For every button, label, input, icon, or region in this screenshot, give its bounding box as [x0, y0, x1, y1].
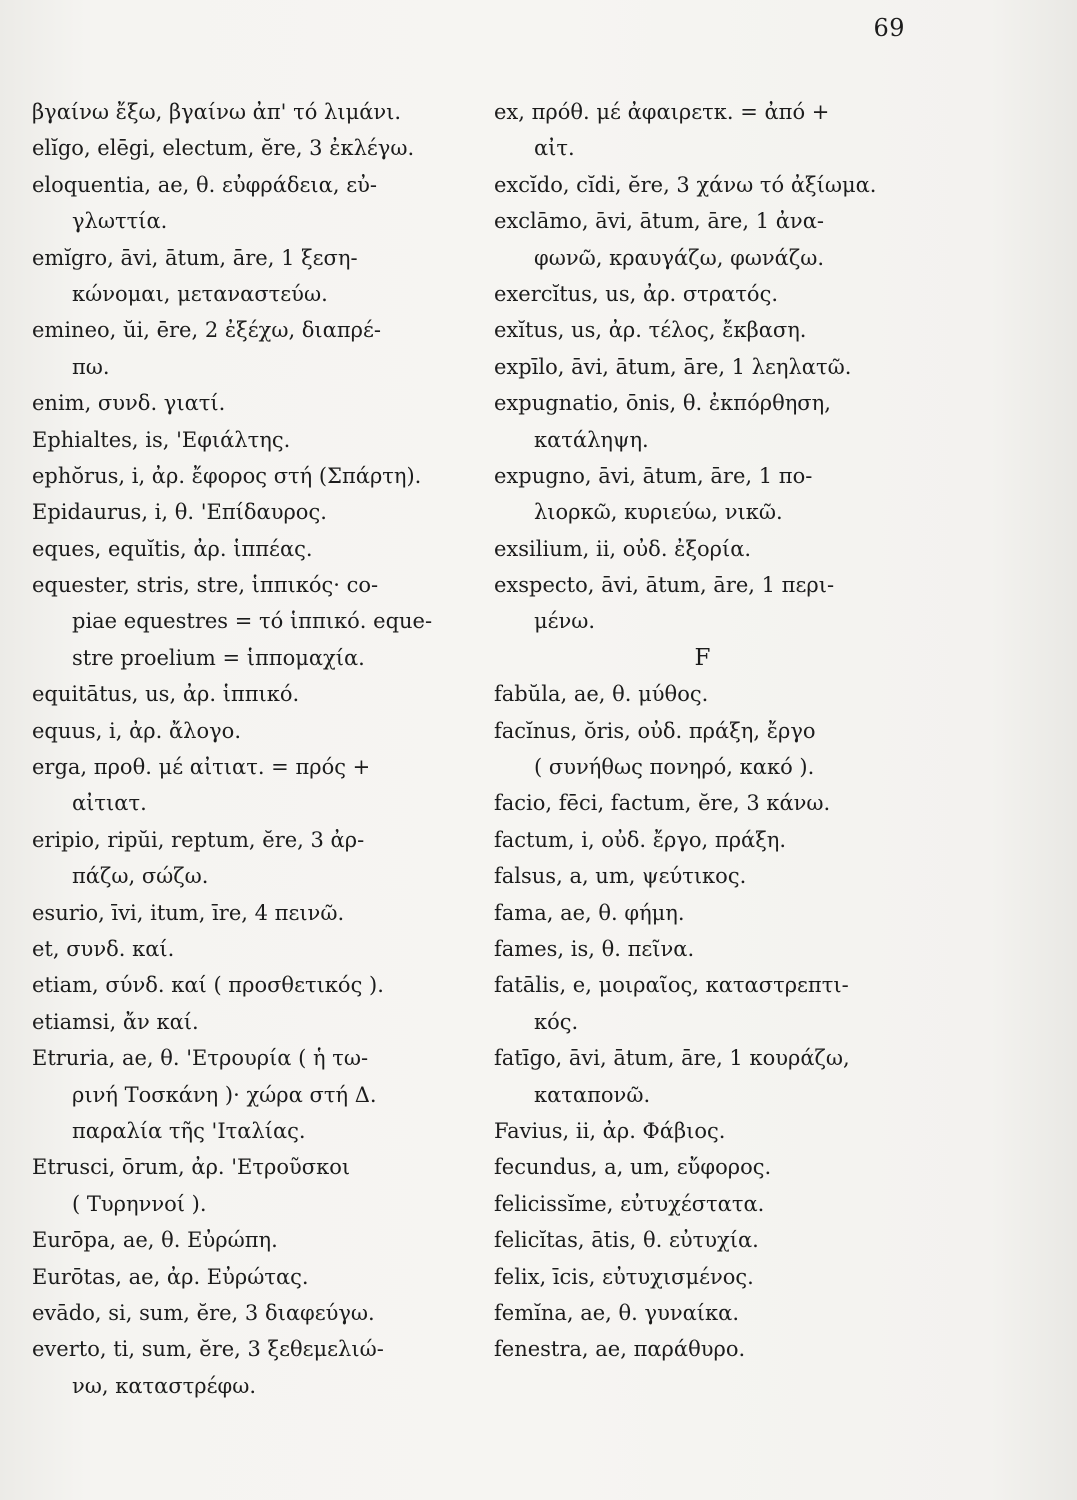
dictionary-entry-line: felix, īcis, εὐτυχισμένος.: [494, 1264, 754, 1289]
dictionary-entry-line: παραλία τῆς 'Ιταλίας.: [72, 1118, 306, 1143]
dictionary-entry-line: exspecto, āvi, ātum, āre, 1 περι-: [494, 573, 835, 598]
dictionary-entry-line: ( Τυρηννοί ).: [72, 1191, 207, 1216]
dictionary-entry-line: fames, is, θ. πεῖνα.: [494, 936, 695, 961]
dictionary-entry-line: felicĭtas, ātis, θ. εὐτυχία.: [494, 1228, 759, 1253]
dictionary-entry-line: exĭtus, us, ἀρ. τέλος, ἔκβαση.: [494, 318, 807, 343]
dictionary-entry-line: fecundus, a, um, εὔφορος.: [494, 1155, 772, 1180]
dictionary-entry-line: emĭgro, āvi, ātum, āre, 1 ξεση-: [32, 245, 358, 270]
dictionary-entry-line: everto, ti, sum, ĕre, 3 ξεθεμελιώ-: [32, 1337, 384, 1362]
dictionary-entry-line: equester, stris, stre, ἱππικός· co-: [32, 573, 379, 598]
dictionary-entry-line: Favius, ii, ἀρ. Φάβιος.: [494, 1118, 726, 1143]
dictionary-entry-line: κώνομαι, μεταναστεύω.: [72, 281, 328, 306]
dictionary-entry-line: et, συνδ. καί.: [32, 936, 175, 961]
dictionary-entry-line: fenestra, ae, παράθυρο.: [494, 1337, 746, 1362]
dictionary-entry-line: eloquentia, ae, θ. εὐφράδεια, εὐ-: [32, 172, 377, 197]
dictionary-entry-line: expugno, āvi, ātum, āre, 1 πο-: [494, 463, 813, 488]
dictionary-entry-line: βγαίνω ἔξω, βγαίνω ἀπ' τό λιμάνι.: [32, 100, 402, 124]
dictionary-entry-line: emineo, ŭi, ēre, 2 ἐξέχω, διαπρέ-: [32, 318, 381, 343]
dictionary-entry-line: exsilium, ii, οὐδ. ἐξορία.: [494, 536, 752, 561]
dictionary-entry-line: μένω.: [534, 609, 596, 634]
dictionary-entry-line: fatīgo, āvi, ātum, āre, 1 κουράζω,: [494, 1046, 850, 1071]
dictionary-entry-line: eques, equĭtis, ἀρ. ἱππέας.: [32, 536, 313, 561]
dictionary-entry-line: elĭgo, elēgi, electum, ĕre, 3 ἐκλέγω.: [32, 136, 415, 161]
dictionary-entry-line: facĭnus, ŏris, οὐδ. πράξη, ἔργο: [494, 718, 816, 743]
dictionary-entry-line: fatālis, e, μοιραῖος, καταστρεπτι-: [494, 973, 849, 998]
dictionary-entry-line: ( συνήθως πονηρό, κακό ).: [534, 755, 815, 780]
dictionary-entry-line: piae equestres = τό ἱππικό. eque-: [72, 609, 433, 634]
dictionary-entry-line: Epidaurus, i, θ. 'Επίδαυρος.: [32, 500, 327, 525]
dictionary-entry-line: ephŏrus, i, ἀρ. ἔφορος στή (Σπάρτη).: [32, 463, 422, 488]
dictionary-entry-line: κός.: [534, 1009, 579, 1034]
dictionary-entry-line: λιορκῶ, κυριεύω, νικῶ.: [534, 500, 783, 525]
dictionary-entry-line: exercĭtus, us, ἀρ. στρατός.: [494, 281, 779, 306]
dictionary-entry-line: etiam, σύνδ. καί ( προσθετικός ).: [32, 973, 384, 998]
dictionary-entry-line: fama, ae, θ. φήμη.: [494, 900, 685, 925]
dictionary-entry-line: Etrusci, ōrum, ἀρ. 'Ετροῦσκοι: [32, 1155, 351, 1180]
dictionary-entry-line: Eurōtas, ae, ἀρ. Εὐρώτας.: [32, 1264, 309, 1289]
right-column: [494, 94, 932, 1368]
dictionary-entry-line: equus, i, ἀρ. ἄλογο.: [32, 718, 241, 743]
dictionary-entry-line: ρινή Τοσκάνη )· χώρα στή Δ.: [72, 1082, 377, 1107]
dictionary-entry-line: ex, πρόθ. μέ ἀφαιρετκ. = ἀπό +: [494, 100, 830, 124]
dictionary-entry-line: erga, προθ. μέ αἰτιατ. = πρός +: [32, 755, 371, 780]
dictionary-entry-line: enim, συνδ. γιατί.: [32, 391, 226, 416]
dictionary-entry-line: αἰτιατ.: [72, 791, 147, 816]
dictionary-entry-line: Etruria, ae, θ. 'Ετρουρία ( ἡ τω-: [32, 1046, 369, 1071]
left-column: [32, 94, 472, 1404]
dictionary-entry-line: eripio, ripŭi, reptum, ĕre, 3 ἀρ-: [32, 827, 365, 852]
dictionary-entry-line: Ephialtes, is, 'Εφιάλτης.: [32, 427, 291, 452]
dictionary-entry-line: expīlo, āvi, ātum, āre, 1 λεηλατῶ.: [494, 354, 852, 379]
dictionary-entry-line: femĭna, ae, θ. γυναίκα.: [494, 1300, 739, 1325]
section-heading: F: [694, 644, 712, 671]
dictionary-entry-line: factum, i, οὐδ. ἔργο, πράξη.: [494, 827, 787, 852]
dictionary-entry-line: πάζω, σώζω.: [72, 864, 209, 889]
dictionary-entry-line: exclāmo, āvi, ātum, āre, 1 ἀνα-: [494, 209, 824, 234]
dictionary-entry-line: αἰτ.: [534, 136, 575, 161]
dictionary-entry-line: γλωττία.: [72, 209, 168, 234]
dictionary-entry-line: equitātus, us, ἀρ. ἱππικό.: [32, 682, 300, 707]
dictionary-entry-line: facio, fēci, factum, ĕre, 3 κάνω.: [494, 791, 831, 816]
dictionary-entry-line: fabŭla, ae, θ. μύθος.: [494, 682, 709, 707]
dictionary-entry-line: expugnatio, ōnis, θ. ἐκπόρθηση,: [494, 391, 831, 416]
dictionary-entry-line: κατάληψη.: [534, 427, 649, 452]
dictionary-entry-line: Eurōpa, ae, θ. Εὐρώπη.: [32, 1228, 278, 1253]
dictionary-entry-line: esurio, īvi, itum, īre, 4 πεινῶ.: [32, 900, 345, 925]
dictionary-entry-line: φωνῶ, κραυγάζω, φωνάζω.: [534, 245, 825, 270]
dictionary-entry-line: falsus, a, um, ψεύτικος.: [494, 864, 747, 889]
dictionary-entry-line: excĭdo, cĭdi, ĕre, 3 χάνω τό ἀξίωμα.: [494, 172, 877, 197]
dictionary-entry-line: νω, καταστρέφω.: [72, 1373, 257, 1398]
dictionary-entry-line: felicissĭme, εὐτυχέστατα.: [494, 1191, 765, 1216]
page-number: 69: [873, 14, 905, 42]
dictionary-entry-line: πω.: [72, 354, 110, 379]
dictionary-entry-line: stre proelium = ἱππομαχία.: [72, 645, 365, 670]
dictionary-entry-line: etiamsi, ἄν καί.: [32, 1009, 199, 1034]
dictionary-entry-line: evādo, si, sum, ĕre, 3 διαφεύγω.: [32, 1300, 375, 1325]
dictionary-entry-line: καταπονῶ.: [534, 1082, 651, 1107]
